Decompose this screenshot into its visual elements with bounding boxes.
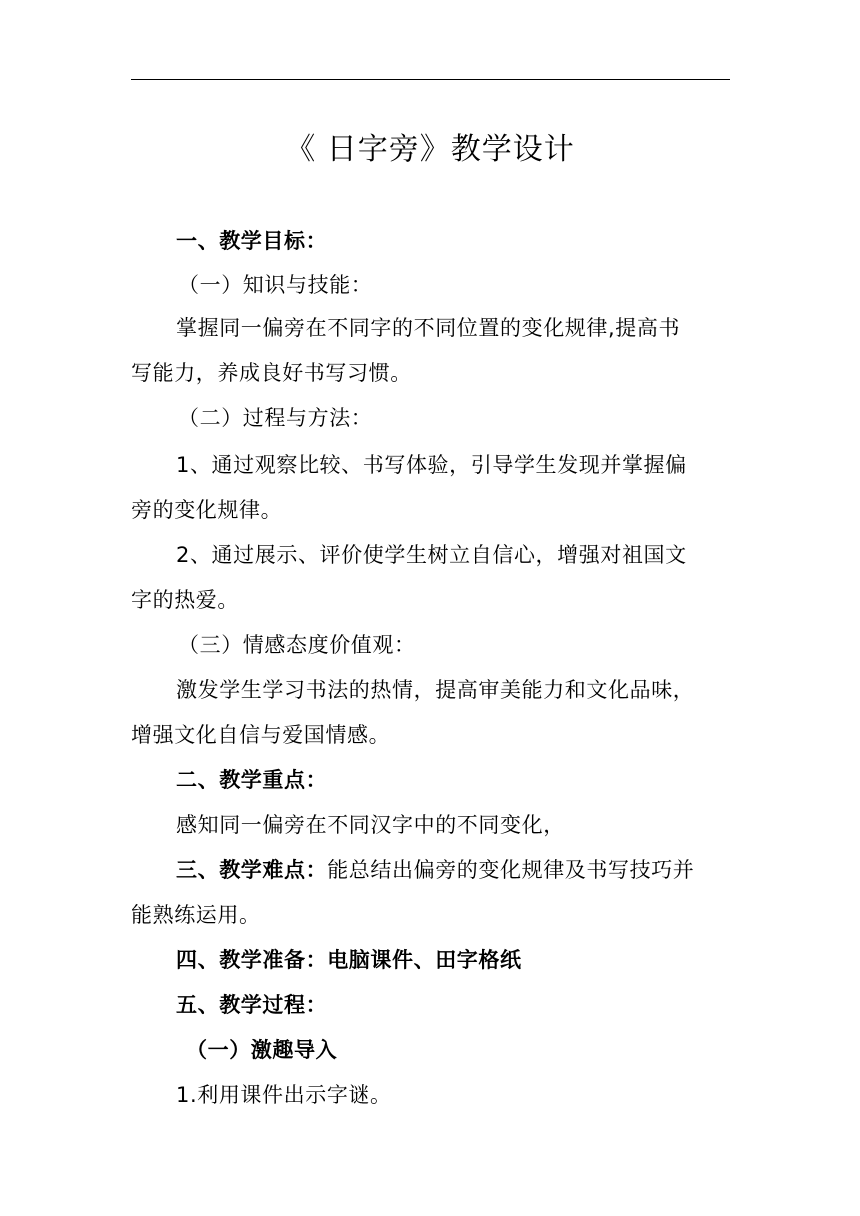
paragraph-line: 能熟练运用。 [131, 903, 261, 927]
section-heading-preparation: 四、教学准备：电脑课件、田字格纸 [176, 948, 522, 972]
paragraph-line: 旁的变化规律。 [131, 498, 283, 522]
header-rule [131, 79, 730, 80]
subheading-emotion-values: （三）情感态度价值观： [178, 633, 416, 657]
subheading-knowledge-skills: （一）知识与技能： [178, 273, 373, 297]
paragraph-line: 感知同一偏旁在不同汉字中的不同变化， [176, 813, 565, 837]
paragraph-line: 2、通过展示、评价使学生树立自信心，增强对祖国文 [176, 543, 687, 567]
subheading-process-methods: （二）过程与方法： [178, 406, 373, 430]
paragraph-line: 字的热爱。 [131, 588, 239, 612]
paragraph-line: 增强文化自信与爱国情感。 [131, 723, 391, 747]
page-title: 《 日字旁》教学设计 [285, 132, 575, 167]
paragraph-line: 1.利用课件出示字谜。 [176, 1083, 392, 1107]
paragraph-line: 激发学生学习书法的热情，提高审美能力和文化品味， [176, 678, 695, 702]
difficulty-text: 能总结出偏旁的变化规律及书写技巧并 [327, 858, 695, 882]
section-heading-process: 五、教学过程： [176, 993, 328, 1017]
difficulty-line [176, 855, 694, 885]
paragraph-line: 掌握同一偏旁在不同字的不同位置的变化规律,提高书 [176, 316, 681, 340]
subheading-introduction: （一）激趣导入 [186, 1038, 338, 1062]
paragraph-line: 1、通过观察比较、书写体验，引导学生发现并掌握偏 [176, 453, 687, 477]
paragraph-line: 写能力，养成良好书写习惯。 [131, 361, 412, 385]
section-heading-key-points: 二、教学重点： [176, 768, 328, 792]
section-heading-difficulties: 三、教学难点： [176, 858, 328, 882]
section-heading-objectives: 一、教学目标： [176, 229, 328, 253]
